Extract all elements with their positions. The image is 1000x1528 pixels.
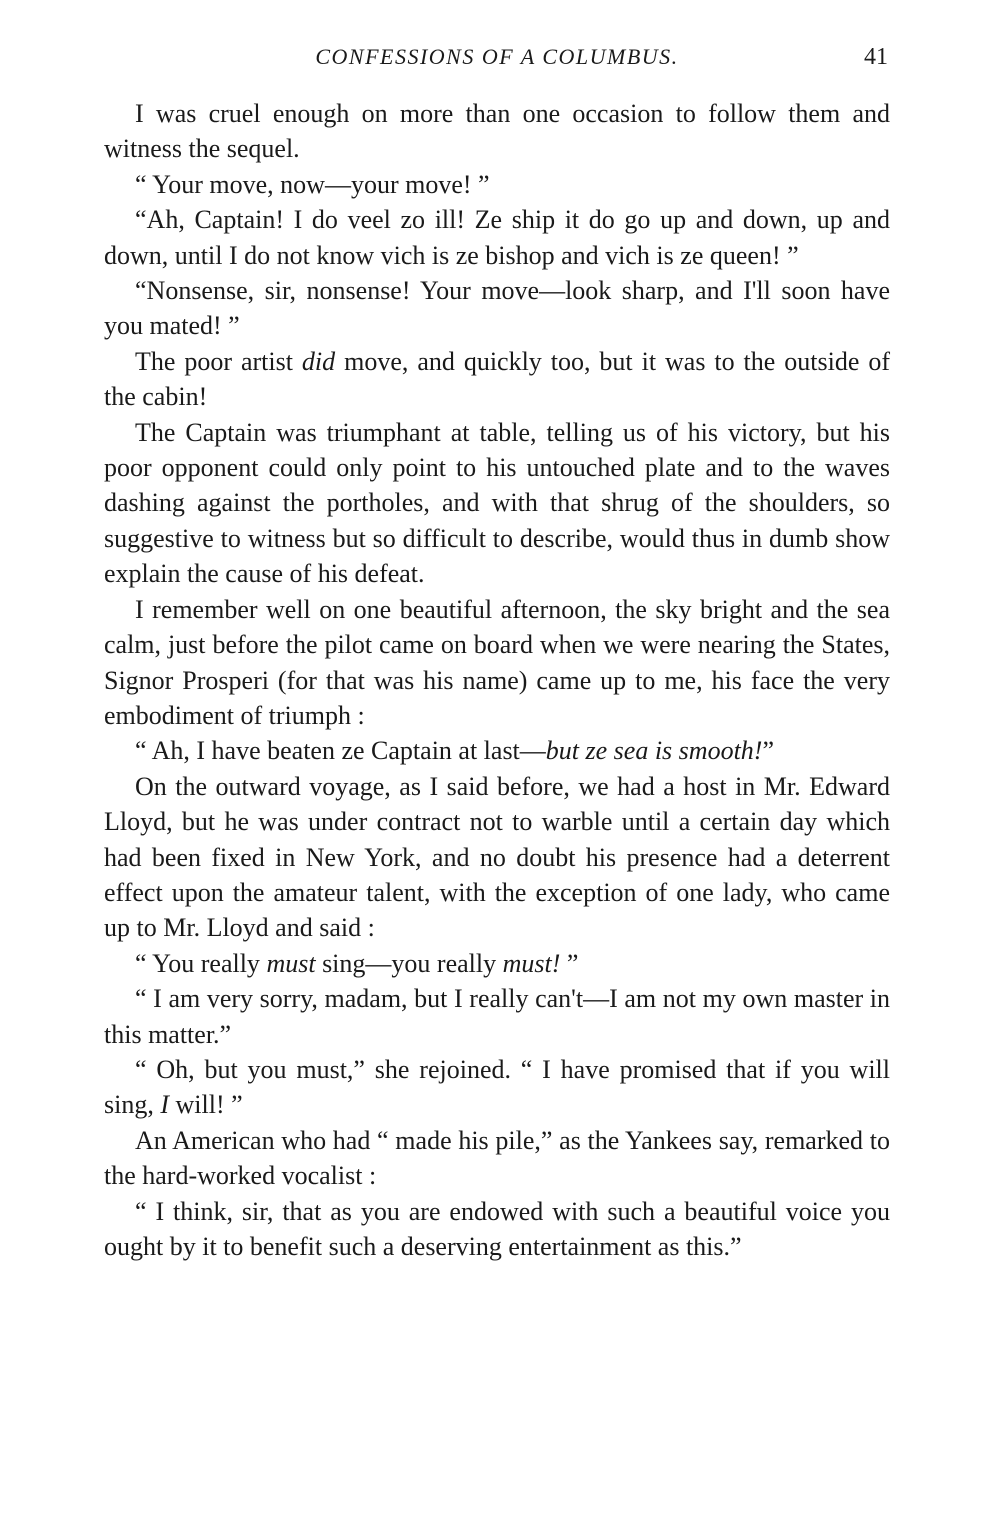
italic-run: did (301, 346, 336, 376)
paragraph-4: “Nonsense, sir, nonsense! Your move—look sharp, and I'll soon have you mated! ” (104, 276, 890, 341)
paragraph-5 (104, 344, 890, 415)
italic-run: I (160, 1090, 170, 1120)
italic-run: must! (502, 948, 561, 978)
running-title: CONFESSIONS OF A COLUMBUS. (315, 44, 679, 69)
paragraph-10 (104, 946, 890, 981)
text-run: “ You really (135, 948, 267, 978)
paragraph-14: “ I think, sir, that as you are endowed with such a beautiful voice you ought by it to benefit such a deserving entertainment as this.” (104, 1196, 890, 1261)
paragraph-13: An American who had “ made his pile,” as the Yankees say, remarked to the hard-worked vocalist : (104, 1125, 890, 1191)
paragraph-8 (104, 733, 890, 768)
paragraph-2: “ Your move, now—your move! ” (135, 169, 490, 199)
paragraph-12 (104, 1052, 890, 1123)
text-run: ” (560, 948, 579, 978)
paragraph-3: “Ah, Captain! I do veel zo ill! Ze ship it do go up and down, up and down, until I do not know vich is ze bishop and vich is ze queen! ” (104, 205, 890, 270)
text-run: ” (762, 736, 775, 766)
italic-run: but ze sea is smooth! (545, 736, 763, 766)
text-run: sing—you really (315, 948, 503, 978)
page-number: 41 (864, 44, 888, 70)
text-run: The poor artist (135, 346, 302, 376)
running-head (104, 42, 890, 78)
text-run: will! ” (169, 1090, 243, 1120)
paragraph-1: I was cruel enough on more than one occasion to follow them and witness the sequel. (104, 99, 890, 164)
text-run: “ Oh, but you must,” she rejoined. “ I have promised that if you will sing, (104, 1054, 890, 1120)
paragraph-9: On the outward voyage, as I said before, we had a host in Mr. Edward Lloyd, but he was under contract not to warble until a certain day which had been fixed in New York, and no doubt his presence had a deterrent effect upon the amateur talent, with the exception of one lady, who came up to Mr. Lloyd and said : (104, 771, 890, 943)
paragraph-6: The Captain was triumphant at table, telling us of his victory, but his poor opponent could only point to his untouched plate and to the waves dashing against the portholes, and with that shrug of the shoulders, so suggestive to witness but so difficult to describe, would thus in dumb show explain the cause of his defeat. (104, 417, 890, 589)
paragraph-11: “ I am very sorry, madam, but I really can't—I am not my own master in this matter.” (104, 984, 890, 1049)
body-text (104, 96, 890, 1264)
text-run: move, and quickly too, but it was to the outside of the cabin! (104, 346, 890, 412)
paragraph-7: I remember well on one beautiful afternoon, the sky bright and the sea calm, just before the pilot came on board when we were nearing the States, Signor Prosperi (for that was his name) came up to me, his face the very embodiment of triumph : (104, 594, 890, 730)
italic-run: must (266, 948, 316, 978)
text-run: “ Ah, I have beaten ze Captain at last— (135, 736, 546, 766)
